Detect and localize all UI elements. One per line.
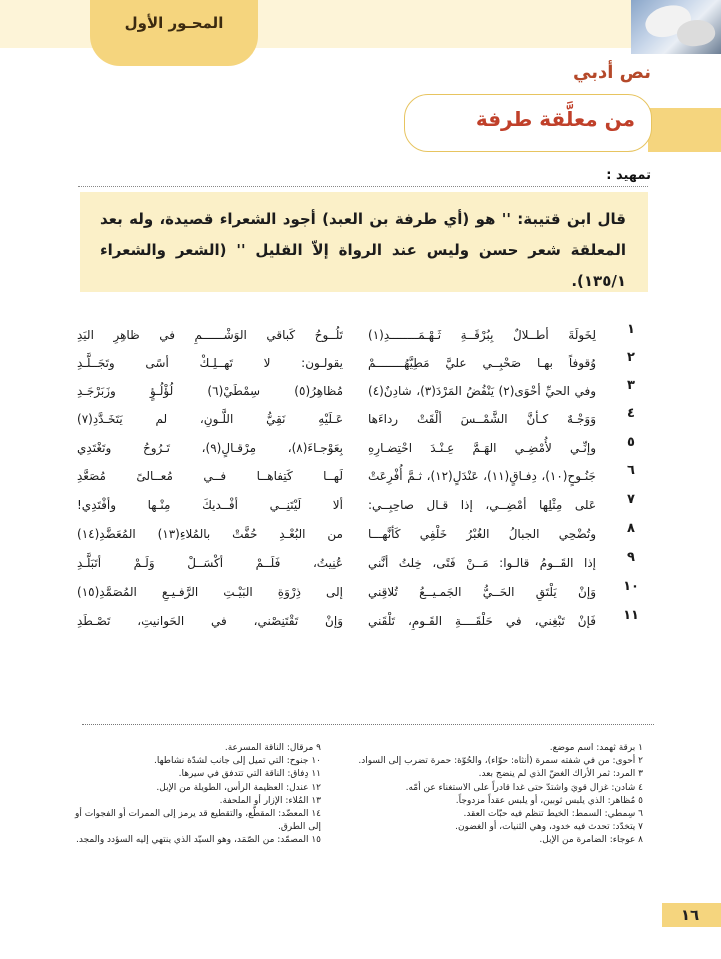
footnotes-divider	[82, 724, 654, 725]
intro-label: تمهيد :	[606, 168, 651, 183]
verse-second-hemistich: من البُعْـدِ حُفَّتْ بالمُلاءِ(١٣) المُعَضَّدِ(١٤)	[77, 527, 343, 541]
footnote-item: ١٤ المعضّد: المقطّع، والتقطيع قد يرمز إلى الممرات أو الفجوات أو إلى الطرق.	[75, 809, 321, 833]
lesson-title: من معلَّقة طرفة	[475, 107, 635, 131]
verse-first-hemistich: إذا القَــومُ قالـوا: مَــنْ فَتًى، خِلتُ أنَّني	[368, 556, 596, 570]
verse-first-hemistich: وُقوفاً بهـا صَحْبِــي عليَّ مَطِيَّهُــــــــمْ	[368, 356, 596, 370]
poem-verse	[0, 350, 721, 380]
verse-second-hemistich: ألا لَيْتَنِــي أفْــديكَ مِنْـها وأفْتَدِي!	[77, 498, 343, 512]
verse-first-hemistich: جَنُـوحٍ(١٠)، دِفـاقٍ(١١)، عَنْدَلٍ(١٢)، ثـمَّ أُفْرِعَتْ	[368, 469, 596, 483]
verse-second-hemistich: عَـلَيْهِ نَقِيُّ اللَّـونِ، لم يَتَخَـدَّدِ(٧)	[77, 412, 343, 426]
footnote-item: ١٥ المصمّد: من الصّمَد، وهو السيّد الذي ينتهي إليه السؤدد والمجد.	[76, 835, 321, 846]
verse-first-hemistich: لِخَولَةَ أطــلالٌ بِبُرْقَــةِ ثَـهْـمَــــــــدِ(١)	[368, 328, 596, 342]
verse-first-hemistich: وتُضْحِي الجبالُ الغُبْرُ خَلْفِي كَأنَّهـــا	[368, 527, 596, 541]
verse-second-hemistich: إلى ذِرْوَةِ البَيْـتِ الرَّفـيـعِ المُصَمَّدِ(١٥)	[77, 585, 343, 599]
footnote-item: ٢ أحوى: من في شفته سمرة (أنثاه: حوّاء)، والحُوّة: حمرة تضرب إلى السواد.	[358, 756, 643, 767]
page-number: ١٦	[680, 906, 700, 924]
footnote-item: ١١ دِفاق: الناقة التي تتدفق في سيرها.	[178, 769, 321, 780]
verse-second-hemistich: بِعَوْجـاءَ(٨)، مِرْقـالٍ(٩)، تَـرُوحُ وتَغْتَدِي	[77, 441, 343, 455]
poem-verse	[0, 463, 721, 493]
footnote-item: ٥ مُظاهر: الذي يلبس ثوبين، أو يلبس عقداً مزدوجاً.	[455, 795, 643, 806]
poem-verse	[0, 435, 721, 465]
verse-number: ١	[627, 322, 635, 337]
footnote-item: ٦ سِمطي: السمط: الخيط تنظم فيه حبّات العقد.	[463, 809, 643, 820]
footnote-item: ٧ يتخدّد: تحدث فيه خدود، وهي الثنيات، أو الغضون.	[455, 822, 643, 833]
verse-number: ٨	[627, 521, 635, 536]
footnote-item: ١ برقة ثهمد: اسم موضع.	[549, 743, 643, 753]
verse-number: ٢	[627, 350, 635, 365]
poem-verse	[0, 378, 721, 408]
intro-divider	[78, 186, 648, 187]
footnote-item: ٣ المرد: ثمر الأراك الغضّ الذي لم ينضج بعد.	[478, 769, 643, 780]
footnote-item: ٨ عوجاء: الضامرة من الإبل.	[539, 835, 643, 846]
verse-number: ٩	[627, 550, 635, 565]
poem-verse	[0, 492, 721, 522]
verse-number: ٤	[627, 406, 635, 421]
poem-verse	[0, 550, 721, 580]
verse-second-hemistich: تَلُــوحُ كَباقي الوَشْــــــمِ في ظاهِرِ اليَدِ	[77, 328, 343, 342]
verse-number: ٦	[627, 463, 635, 478]
lesson-title-box	[404, 94, 652, 152]
poem-verse	[0, 608, 721, 638]
poem-verse	[0, 406, 721, 436]
unit-tab-label: المحـور الأول	[124, 14, 224, 32]
verse-number: ١١	[623, 608, 639, 623]
verse-first-hemistich: فَإنْ تَبْغِني، في حَلْقَــــةِ القَـومِ، تَلْقَني	[368, 614, 596, 628]
footnotes-right	[343, 742, 643, 848]
horses-photo	[631, 0, 721, 54]
verse-second-hemistich: عُنِيتُ، فَلَــمْ أكْسَــلْ وَلَـمْ أتَبَلَّـدِ	[77, 556, 343, 570]
footnote-item: ٩ مرقال: الناقة المسرعة.	[224, 743, 321, 753]
verse-second-hemistich: وَإنْ تَقْتَنِصْني، في الحَوانيتِ، تَصْـطَدِ	[77, 614, 343, 628]
verse-second-hemistich: لَهــا كَتِفاهــا فــي مُعــالىً مُصَعَّدِ	[77, 469, 343, 483]
title-side-band	[648, 108, 721, 152]
footnote-item: ١٣ المُلاء: الإزار أو الملحفة.	[219, 795, 321, 806]
intro-box	[80, 192, 648, 292]
section-title: نص أدبي	[573, 62, 651, 83]
verse-first-hemistich: وَإنْ يَلْتَقِ الحَــيُّ الجَمـيــعُ تُلاقِني	[368, 585, 596, 599]
verse-first-hemistich: وإنِّـي لأُمْضِـي الهَـمَّ عِـنْـدَ احْتِضـارِهِ	[368, 441, 596, 455]
poem-verse	[0, 579, 721, 609]
verse-first-hemistich: وَوَجْـهٌ كـأنَّ الشَّمْــسَ ألْقَتْ رداءَها	[368, 412, 596, 426]
footnote-item: ١٢ عندل: العظيمة الرأس، الطويلة من الإبل.	[156, 782, 321, 793]
footnote-item: ١٠ جنوح: التي تميل إلى جانب لشدّة نشاطها.	[154, 756, 321, 767]
verse-number: ١٠	[623, 579, 639, 594]
poem-verse	[0, 521, 721, 551]
verse-second-hemistich: يقولـون: لا تَهــلِـكْ أسًى وتَجَــلَّـدِ	[77, 356, 343, 370]
footnote-item: ٤ شادن: غزال قويَ واشتدّ حتى غدا قادراً على الاستغناء عن أمّه.	[405, 782, 643, 793]
verse-second-hemistich: مُظاهِرُ(٥) سِمْطَيْ(٦) لُؤْلُـؤٍ وزَبَرْجَـدِ	[77, 384, 343, 398]
unit-tab	[90, 0, 258, 66]
verse-number: ٥	[627, 435, 635, 450]
verse-first-hemistich: عَلى مِثْلِها أمْضِــي، إذا قـال صاحِبِــي:	[368, 498, 596, 512]
verse-first-hemistich: وفي الحيِّ أحْوَى(٢) يَنْفُضُ المَرْدَ(٣)، شادِنٌ(٤)	[368, 384, 596, 398]
verse-number: ٣	[627, 378, 635, 393]
verse-number: ٧	[627, 492, 635, 507]
intro-text: قال ابن قتيبة: '' هو (أي طرفة بن العبد) أجود الشعراء قصيدة، وله بعد المعلقة شعر حسن وليس عند الرواة إلاّ القليل '' (الشعر والشعراء ١٣٥/١).	[100, 210, 626, 290]
poem-verse	[0, 322, 721, 352]
footnotes-left	[61, 742, 321, 848]
